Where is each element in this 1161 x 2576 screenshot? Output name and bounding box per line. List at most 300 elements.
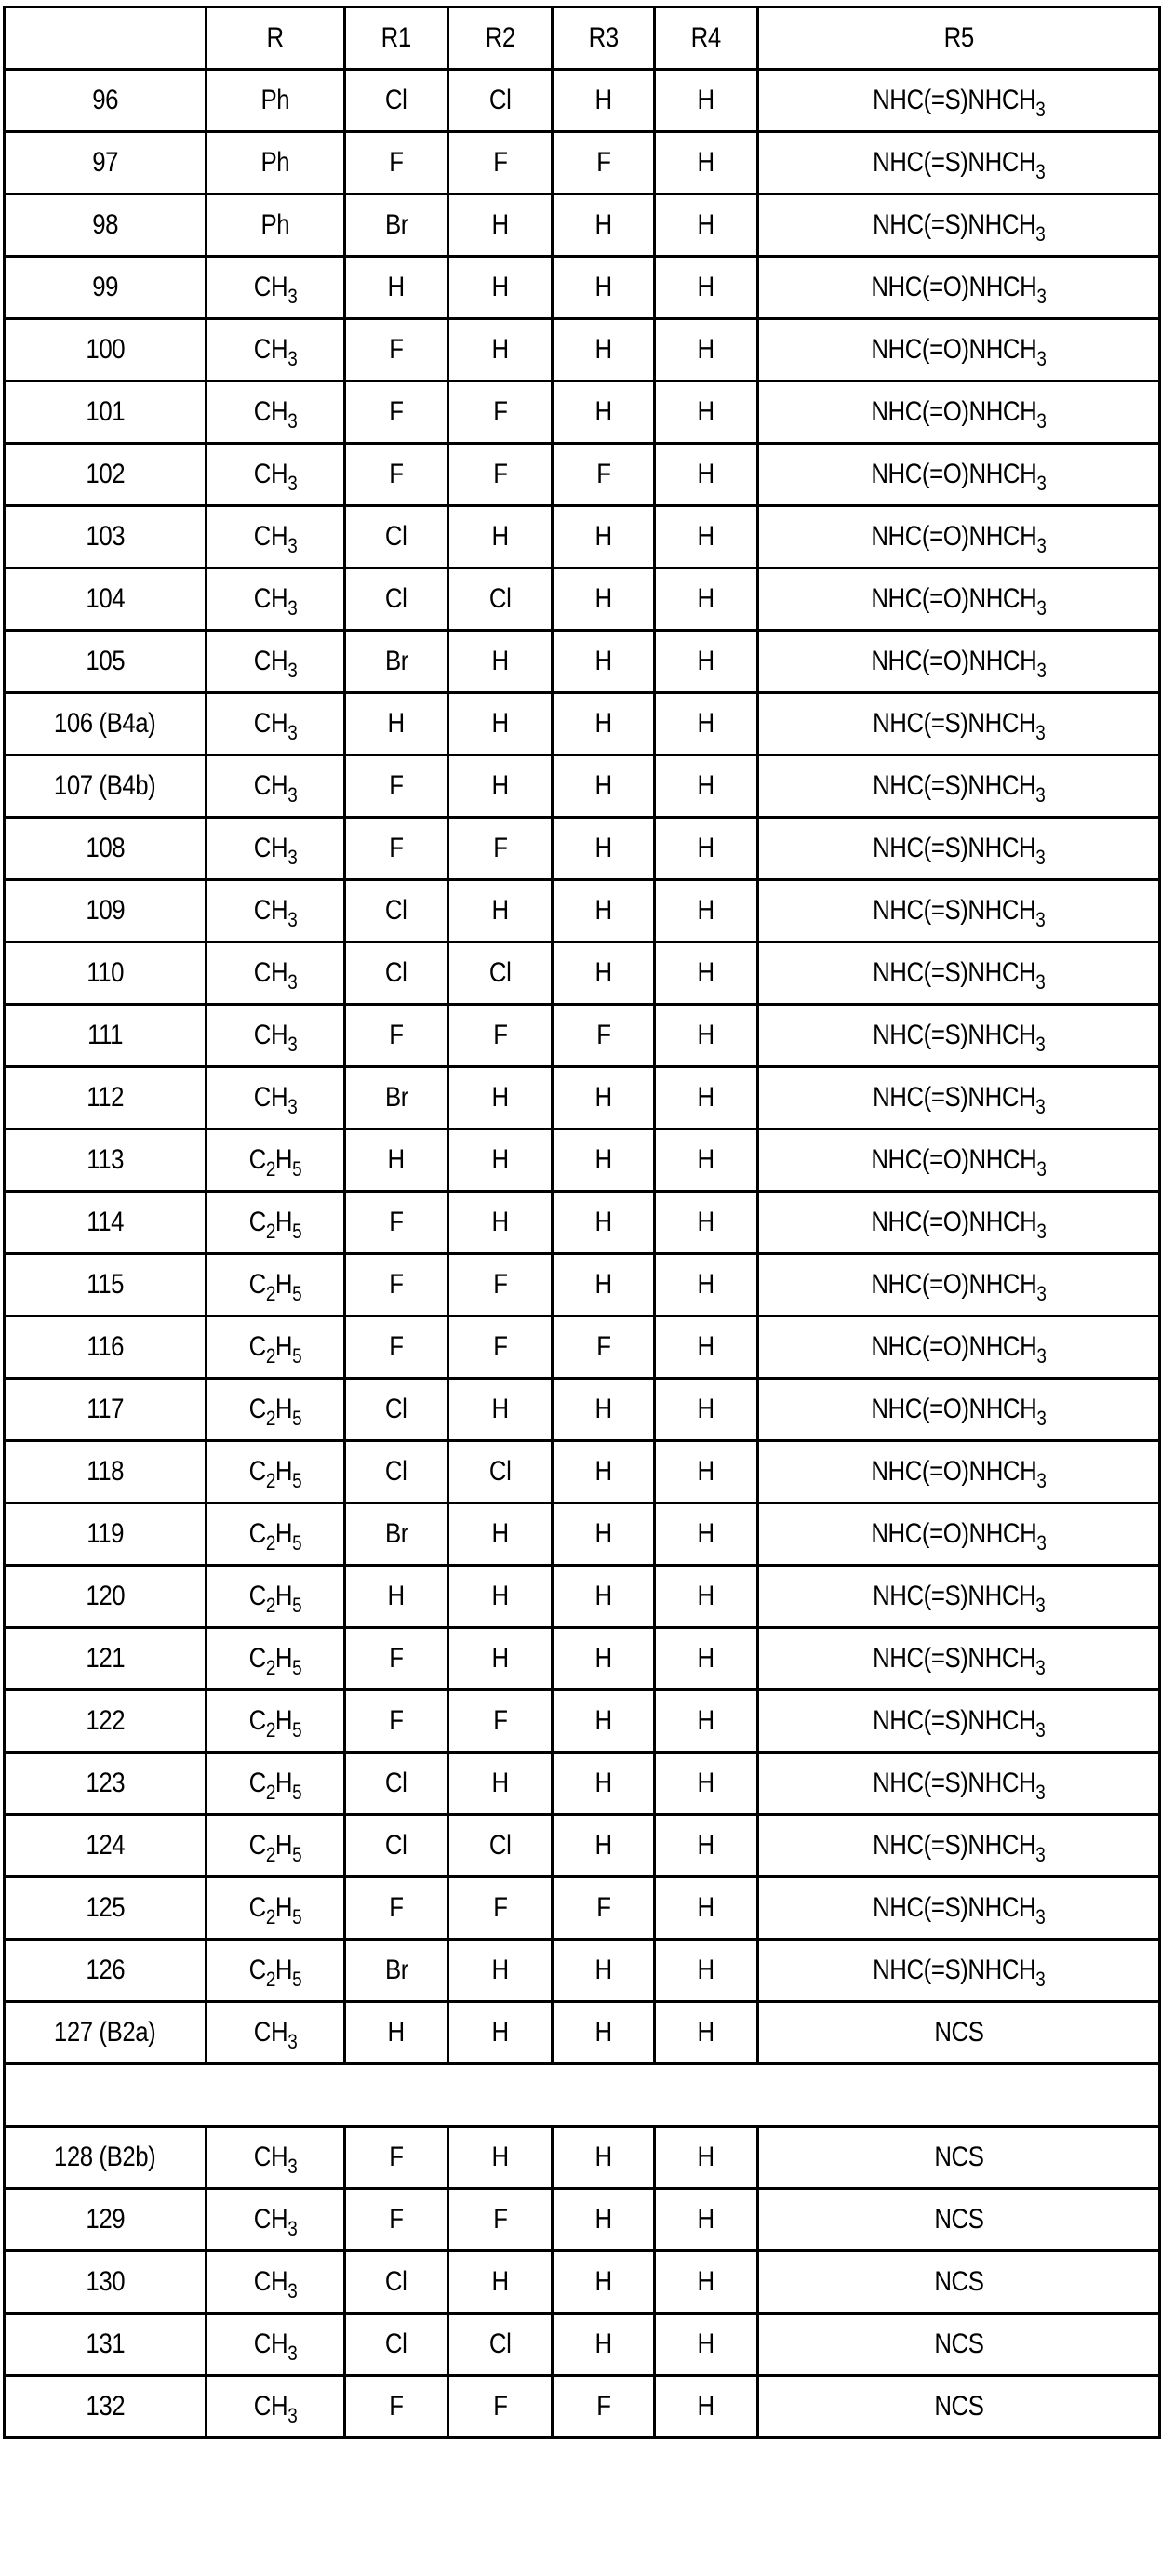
- table-row: [5, 755, 1160, 818]
- table-row: [5, 319, 1160, 381]
- cell-r1: Cl: [345, 2251, 448, 2314]
- cell-compound-number: 119: [5, 1503, 207, 1566]
- cell-r1: H: [345, 693, 448, 755]
- cell-r5: $NHC(=S)NHCH_3$: [758, 1690, 1160, 1753]
- cell-compound-number: 98: [5, 194, 207, 257]
- cell-r5: $NHC(=S)NHCH_3$: [758, 70, 1160, 132]
- cell-r3: F: [553, 444, 655, 506]
- cell-r5: $NHC(=S)NHCH_3$: [758, 880, 1160, 942]
- cell-r2: F: [448, 444, 553, 506]
- cell-compound-number: 110: [5, 942, 207, 1005]
- cell-r5: $NHC(=O)NHCH_3$: [758, 568, 1160, 631]
- cell-r4: H: [655, 568, 758, 631]
- cell-r2: H: [448, 1379, 553, 1441]
- cell-r2: F: [448, 2189, 553, 2251]
- cell-r: Ph: [207, 70, 345, 132]
- cell-compound-number: 107 (B4b): [5, 755, 207, 818]
- cell-r4: H: [655, 70, 758, 132]
- cell-r1: F: [345, 1254, 448, 1316]
- cell-compound-number: 112: [5, 1067, 207, 1129]
- cell-compound-number: 122: [5, 1690, 207, 1753]
- cell-compound-number: 131: [5, 2314, 207, 2376]
- cell-r4: H: [655, 942, 758, 1005]
- cell-r4: H: [655, 631, 758, 693]
- cell-r: $C_2H_5$: [207, 1192, 345, 1254]
- cell-r5: $NHC(=S)NHCH_3$: [758, 1753, 1160, 1815]
- cell-r3: H: [553, 1067, 655, 1129]
- cell-r5: NCS: [758, 2002, 1160, 2064]
- cell-r2: H: [448, 1628, 553, 1690]
- cell-r3: H: [553, 568, 655, 631]
- cell-r: $CH_3$: [207, 319, 345, 381]
- cell-r5: $NHC(=O)NHCH_3$: [758, 1254, 1160, 1316]
- table-row: [5, 506, 1160, 568]
- table-row: [5, 2002, 1160, 2064]
- cell-r5: $NHC(=S)NHCH_3$: [758, 1005, 1160, 1067]
- cell-r4: H: [655, 194, 758, 257]
- cell-r5: $NHC(=S)NHCH_3$: [758, 194, 1160, 257]
- cell-r4: H: [655, 880, 758, 942]
- cell-r5: $NHC(=S)NHCH_3$: [758, 1877, 1160, 1940]
- cell-r2: F: [448, 1254, 553, 1316]
- cell-r1: F: [345, 1877, 448, 1940]
- cell-r: Ph: [207, 132, 345, 194]
- cell-r4: H: [655, 1940, 758, 2002]
- cell-r3: F: [553, 132, 655, 194]
- cell-r4: H: [655, 2189, 758, 2251]
- cell-r1: F: [345, 444, 448, 506]
- cell-compound-number: 100: [5, 319, 207, 381]
- cell-r4: H: [655, 1005, 758, 1067]
- cell-r: $CH_3$: [207, 693, 345, 755]
- cell-r1: Cl: [345, 1815, 448, 1877]
- cell-r: $C_2H_5$: [207, 1316, 345, 1379]
- cell-r1: F: [345, 381, 448, 444]
- cell-r: $C_2H_5$: [207, 1877, 345, 1940]
- cell-r1: Br: [345, 1503, 448, 1566]
- cell-compound-number: 104: [5, 568, 207, 631]
- cell-compound-number: 114: [5, 1192, 207, 1254]
- cell-r: $CH_3$: [207, 755, 345, 818]
- cell-r3: H: [553, 257, 655, 319]
- cell-r5: $NHC(=S)NHCH_3$: [758, 1940, 1160, 2002]
- cell-r4: H: [655, 1503, 758, 1566]
- cell-r: $CH_3$: [207, 506, 345, 568]
- cell-r5: $NHC(=O)NHCH_3$: [758, 506, 1160, 568]
- cell-r1: F: [345, 1005, 448, 1067]
- cell-compound-number: 124: [5, 1815, 207, 1877]
- cell-r1: Br: [345, 1940, 448, 2002]
- cell-r2: F: [448, 1690, 553, 1753]
- cell-r: $CH_3$: [207, 2189, 345, 2251]
- cell-compound-number: 128 (B2b): [5, 2127, 207, 2189]
- cell-r1: Br: [345, 1067, 448, 1129]
- blank-cell: [5, 2064, 1160, 2127]
- cell-compound-number: 132: [5, 2376, 207, 2438]
- cell-r5: $NHC(=S)NHCH_3$: [758, 1628, 1160, 1690]
- cell-r: Ph: [207, 194, 345, 257]
- table-row: [5, 1379, 1160, 1441]
- cell-r2: H: [448, 1192, 553, 1254]
- cell-compound-number: 123: [5, 1753, 207, 1815]
- cell-r5: $NHC(=O)NHCH_3$: [758, 319, 1160, 381]
- cell-r3: H: [553, 1566, 655, 1628]
- cell-r5: $NHC(=O)NHCH_3$: [758, 257, 1160, 319]
- cell-r3: H: [553, 1940, 655, 2002]
- cell-r1: H: [345, 257, 448, 319]
- cell-r1: F: [345, 319, 448, 381]
- cell-compound-number: 127 (B2a): [5, 2002, 207, 2064]
- table-row: [5, 1690, 1160, 1753]
- table-row: [5, 1815, 1160, 1877]
- cell-r3: H: [553, 1192, 655, 1254]
- cell-r3: H: [553, 1815, 655, 1877]
- cell-r1: F: [345, 132, 448, 194]
- cell-r4: H: [655, 818, 758, 880]
- cell-r: $CH_3$: [207, 2376, 345, 2438]
- cell-r1: Cl: [345, 2314, 448, 2376]
- table-row: [5, 1441, 1160, 1503]
- cell-r2: H: [448, 1129, 553, 1192]
- cell-r4: H: [655, 1690, 758, 1753]
- table-row: [5, 693, 1160, 755]
- cell-r: $C_2H_5$: [207, 1129, 345, 1192]
- cell-r5: $NHC(=O)NHCH_3$: [758, 1503, 1160, 1566]
- header-r2: R2: [448, 7, 553, 70]
- cell-compound-number: 109: [5, 880, 207, 942]
- cell-compound-number: 99: [5, 257, 207, 319]
- cell-r4: H: [655, 1566, 758, 1628]
- cell-r4: H: [655, 693, 758, 755]
- header-r: R: [207, 7, 345, 70]
- cell-r2: H: [448, 257, 553, 319]
- cell-r2: H: [448, 319, 553, 381]
- cell-r1: F: [345, 818, 448, 880]
- cell-r5: $NHC(=S)NHCH_3$: [758, 693, 1160, 755]
- cell-r4: H: [655, 257, 758, 319]
- cell-r: $C_2H_5$: [207, 1566, 345, 1628]
- cell-r: $C_2H_5$: [207, 1940, 345, 2002]
- table-row: [5, 1503, 1160, 1566]
- cell-r4: H: [655, 2002, 758, 2064]
- header-compound-number: [5, 7, 207, 70]
- cell-compound-number: 106 (B4a): [5, 693, 207, 755]
- compound-substituent-table: [3, 6, 1161, 2439]
- cell-r2: F: [448, 381, 553, 444]
- cell-compound-number: 96: [5, 70, 207, 132]
- cell-r4: H: [655, 755, 758, 818]
- cell-compound-number: 120: [5, 1566, 207, 1628]
- cell-r5: $NHC(=S)NHCH_3$: [758, 1815, 1160, 1877]
- cell-r2: H: [448, 2127, 553, 2189]
- table-row: [5, 1940, 1160, 2002]
- table-row: [5, 1753, 1160, 1815]
- table-row: [5, 257, 1160, 319]
- table-row: [5, 444, 1160, 506]
- cell-r1: F: [345, 2376, 448, 2438]
- header-r1: R1: [345, 7, 448, 70]
- cell-r3: H: [553, 693, 655, 755]
- cell-r1: H: [345, 2002, 448, 2064]
- cell-r3: H: [553, 1441, 655, 1503]
- cell-r1: F: [345, 1316, 448, 1379]
- cell-r3: H: [553, 506, 655, 568]
- cell-r4: H: [655, 1192, 758, 1254]
- table-row: [5, 70, 1160, 132]
- cell-r1: F: [345, 1192, 448, 1254]
- table-row: [5, 631, 1160, 693]
- cell-r: $C_2H_5$: [207, 1503, 345, 1566]
- cell-r: $CH_3$: [207, 942, 345, 1005]
- cell-r5: $NHC(=O)NHCH_3$: [758, 444, 1160, 506]
- cell-compound-number: 118: [5, 1441, 207, 1503]
- table-row: [5, 1254, 1160, 1316]
- cell-r1: F: [345, 755, 448, 818]
- cell-r: $CH_3$: [207, 2251, 345, 2314]
- cell-compound-number: 129: [5, 2189, 207, 2251]
- cell-r2: H: [448, 755, 553, 818]
- cell-compound-number: 105: [5, 631, 207, 693]
- cell-r4: H: [655, 1815, 758, 1877]
- table-header-row: [5, 7, 1160, 70]
- header-r4: R4: [655, 7, 758, 70]
- table-row: [5, 1005, 1160, 1067]
- table-row: [5, 818, 1160, 880]
- cell-r3: H: [553, 2189, 655, 2251]
- cell-r2: Cl: [448, 70, 553, 132]
- cell-r3: H: [553, 319, 655, 381]
- cell-r5: $NHC(=S)NHCH_3$: [758, 755, 1160, 818]
- cell-r2: H: [448, 194, 553, 257]
- cell-r3: H: [553, 1379, 655, 1441]
- cell-r5: $NHC(=O)NHCH_3$: [758, 631, 1160, 693]
- cell-compound-number: 115: [5, 1254, 207, 1316]
- cell-r1: Cl: [345, 942, 448, 1005]
- cell-r3: F: [553, 1316, 655, 1379]
- cell-r2: H: [448, 1067, 553, 1129]
- table-row: [5, 2189, 1160, 2251]
- cell-r2: H: [448, 631, 553, 693]
- table-row: [5, 194, 1160, 257]
- cell-r2: H: [448, 1503, 553, 1566]
- cell-r: $CH_3$: [207, 631, 345, 693]
- cell-r1: F: [345, 2189, 448, 2251]
- table-body: [5, 70, 1160, 2438]
- cell-compound-number: 125: [5, 1877, 207, 1940]
- cell-r3: H: [553, 942, 655, 1005]
- cell-r4: H: [655, 2127, 758, 2189]
- cell-r1: H: [345, 1566, 448, 1628]
- cell-r4: H: [655, 1753, 758, 1815]
- cell-r4: H: [655, 1379, 758, 1441]
- cell-r3: H: [553, 2002, 655, 2064]
- cell-r3: F: [553, 2376, 655, 2438]
- table-row: [5, 1067, 1160, 1129]
- cell-compound-number: 117: [5, 1379, 207, 1441]
- header-r3: R3: [553, 7, 655, 70]
- table-row: [5, 1566, 1160, 1628]
- cell-r: $CH_3$: [207, 2314, 345, 2376]
- table-row-blank: [5, 2064, 1160, 2127]
- cell-r2: H: [448, 1566, 553, 1628]
- cell-compound-number: 116: [5, 1316, 207, 1379]
- cell-r4: H: [655, 381, 758, 444]
- table-row: [5, 2251, 1160, 2314]
- table-row: [5, 1628, 1160, 1690]
- cell-r2: F: [448, 1877, 553, 1940]
- cell-r1: Cl: [345, 568, 448, 631]
- cell-compound-number: 126: [5, 1940, 207, 2002]
- cell-r4: H: [655, 1877, 758, 1940]
- cell-r1: Cl: [345, 1441, 448, 1503]
- cell-r4: H: [655, 1254, 758, 1316]
- table-row: [5, 942, 1160, 1005]
- cell-compound-number: 121: [5, 1628, 207, 1690]
- cell-compound-number: 111: [5, 1005, 207, 1067]
- cell-compound-number: 97: [5, 132, 207, 194]
- cell-r2: Cl: [448, 2314, 553, 2376]
- cell-r3: H: [553, 1503, 655, 1566]
- cell-r3: H: [553, 755, 655, 818]
- cell-r: $CH_3$: [207, 568, 345, 631]
- cell-r1: Cl: [345, 1379, 448, 1441]
- cell-r2: Cl: [448, 1441, 553, 1503]
- cell-r3: H: [553, 1753, 655, 1815]
- cell-r4: H: [655, 2314, 758, 2376]
- cell-r4: H: [655, 1129, 758, 1192]
- cell-compound-number: 108: [5, 818, 207, 880]
- cell-r1: F: [345, 1628, 448, 1690]
- cell-r4: H: [655, 1067, 758, 1129]
- cell-r3: H: [553, 1254, 655, 1316]
- cell-r5: NCS: [758, 2314, 1160, 2376]
- cell-compound-number: 102: [5, 444, 207, 506]
- cell-r: $CH_3$: [207, 381, 345, 444]
- cell-r3: H: [553, 2314, 655, 2376]
- cell-r5: $NHC(=O)NHCH_3$: [758, 1192, 1160, 1254]
- cell-r3: H: [553, 2127, 655, 2189]
- cell-r5: $NHC(=S)NHCH_3$: [758, 132, 1160, 194]
- cell-r2: F: [448, 132, 553, 194]
- cell-compound-number: 103: [5, 506, 207, 568]
- cell-r2: F: [448, 1316, 553, 1379]
- cell-r5: $NHC(=S)NHCH_3$: [758, 1566, 1160, 1628]
- cell-r5: $NHC(=O)NHCH_3$: [758, 1316, 1160, 1379]
- cell-r2: H: [448, 880, 553, 942]
- cell-r2: H: [448, 2251, 553, 2314]
- cell-r1: F: [345, 2127, 448, 2189]
- cell-r5: $NHC(=S)NHCH_3$: [758, 1067, 1160, 1129]
- cell-r3: H: [553, 1129, 655, 1192]
- cell-r2: F: [448, 1005, 553, 1067]
- cell-r1: Cl: [345, 880, 448, 942]
- cell-r5: NCS: [758, 2376, 1160, 2438]
- cell-r2: H: [448, 693, 553, 755]
- cell-r: $C_2H_5$: [207, 1254, 345, 1316]
- cell-r1: Br: [345, 631, 448, 693]
- table-row: [5, 381, 1160, 444]
- cell-r5: $NHC(=O)NHCH_3$: [758, 1379, 1160, 1441]
- compound-table-container: [3, 6, 1161, 2439]
- cell-r2: Cl: [448, 568, 553, 631]
- cell-r1: Br: [345, 194, 448, 257]
- cell-r5: NCS: [758, 2251, 1160, 2314]
- cell-r5: $NHC(=S)NHCH_3$: [758, 942, 1160, 1005]
- header-r5: R5: [758, 7, 1160, 70]
- table-row: [5, 1192, 1160, 1254]
- table-row: [5, 880, 1160, 942]
- table-row: [5, 1877, 1160, 1940]
- cell-r2: Cl: [448, 1815, 553, 1877]
- cell-r1: Cl: [345, 70, 448, 132]
- cell-r5: $NHC(=O)NHCH_3$: [758, 1441, 1160, 1503]
- cell-r5: $NHC(=O)NHCH_3$: [758, 381, 1160, 444]
- cell-r2: H: [448, 2002, 553, 2064]
- cell-r: $C_2H_5$: [207, 1690, 345, 1753]
- table-row: [5, 1129, 1160, 1192]
- table-row: [5, 132, 1160, 194]
- cell-r: $C_2H_5$: [207, 1441, 345, 1503]
- cell-r4: H: [655, 132, 758, 194]
- cell-r: $CH_3$: [207, 2127, 345, 2189]
- cell-r2: H: [448, 1753, 553, 1815]
- cell-r3: H: [553, 1690, 655, 1753]
- cell-compound-number: 113: [5, 1129, 207, 1192]
- cell-r3: H: [553, 381, 655, 444]
- cell-r4: H: [655, 319, 758, 381]
- cell-r3: H: [553, 70, 655, 132]
- table-row: [5, 2376, 1160, 2438]
- table-row: [5, 568, 1160, 631]
- cell-r5: $NHC(=S)NHCH_3$: [758, 818, 1160, 880]
- cell-r: $C_2H_5$: [207, 1628, 345, 1690]
- cell-r2: F: [448, 818, 553, 880]
- cell-r4: H: [655, 1628, 758, 1690]
- cell-r2: H: [448, 1940, 553, 2002]
- cell-r: $CH_3$: [207, 1067, 345, 1129]
- cell-r: $CH_3$: [207, 2002, 345, 2064]
- cell-r3: H: [553, 2251, 655, 2314]
- cell-r4: H: [655, 2376, 758, 2438]
- cell-r3: F: [553, 1877, 655, 1940]
- cell-r3: H: [553, 194, 655, 257]
- table-row: [5, 2127, 1160, 2189]
- cell-r1: Cl: [345, 506, 448, 568]
- table-row: [5, 2314, 1160, 2376]
- cell-compound-number: 101: [5, 381, 207, 444]
- cell-r5: $NHC(=O)NHCH_3$: [758, 1129, 1160, 1192]
- cell-r2: F: [448, 2376, 553, 2438]
- cell-r: $CH_3$: [207, 444, 345, 506]
- cell-r4: H: [655, 2251, 758, 2314]
- cell-r5: NCS: [758, 2189, 1160, 2251]
- cell-r: $C_2H_5$: [207, 1753, 345, 1815]
- cell-r2: Cl: [448, 942, 553, 1005]
- cell-r: $CH_3$: [207, 818, 345, 880]
- cell-compound-number: 130: [5, 2251, 207, 2314]
- cell-r1: H: [345, 1129, 448, 1192]
- cell-r: $CH_3$: [207, 880, 345, 942]
- cell-r3: H: [553, 880, 655, 942]
- cell-r4: H: [655, 1316, 758, 1379]
- cell-r: $CH_3$: [207, 257, 345, 319]
- cell-r: $C_2H_5$: [207, 1379, 345, 1441]
- cell-r: $C_2H_5$: [207, 1815, 345, 1877]
- cell-r1: Cl: [345, 1753, 448, 1815]
- cell-r4: H: [655, 1441, 758, 1503]
- cell-r4: H: [655, 506, 758, 568]
- cell-r2: H: [448, 506, 553, 568]
